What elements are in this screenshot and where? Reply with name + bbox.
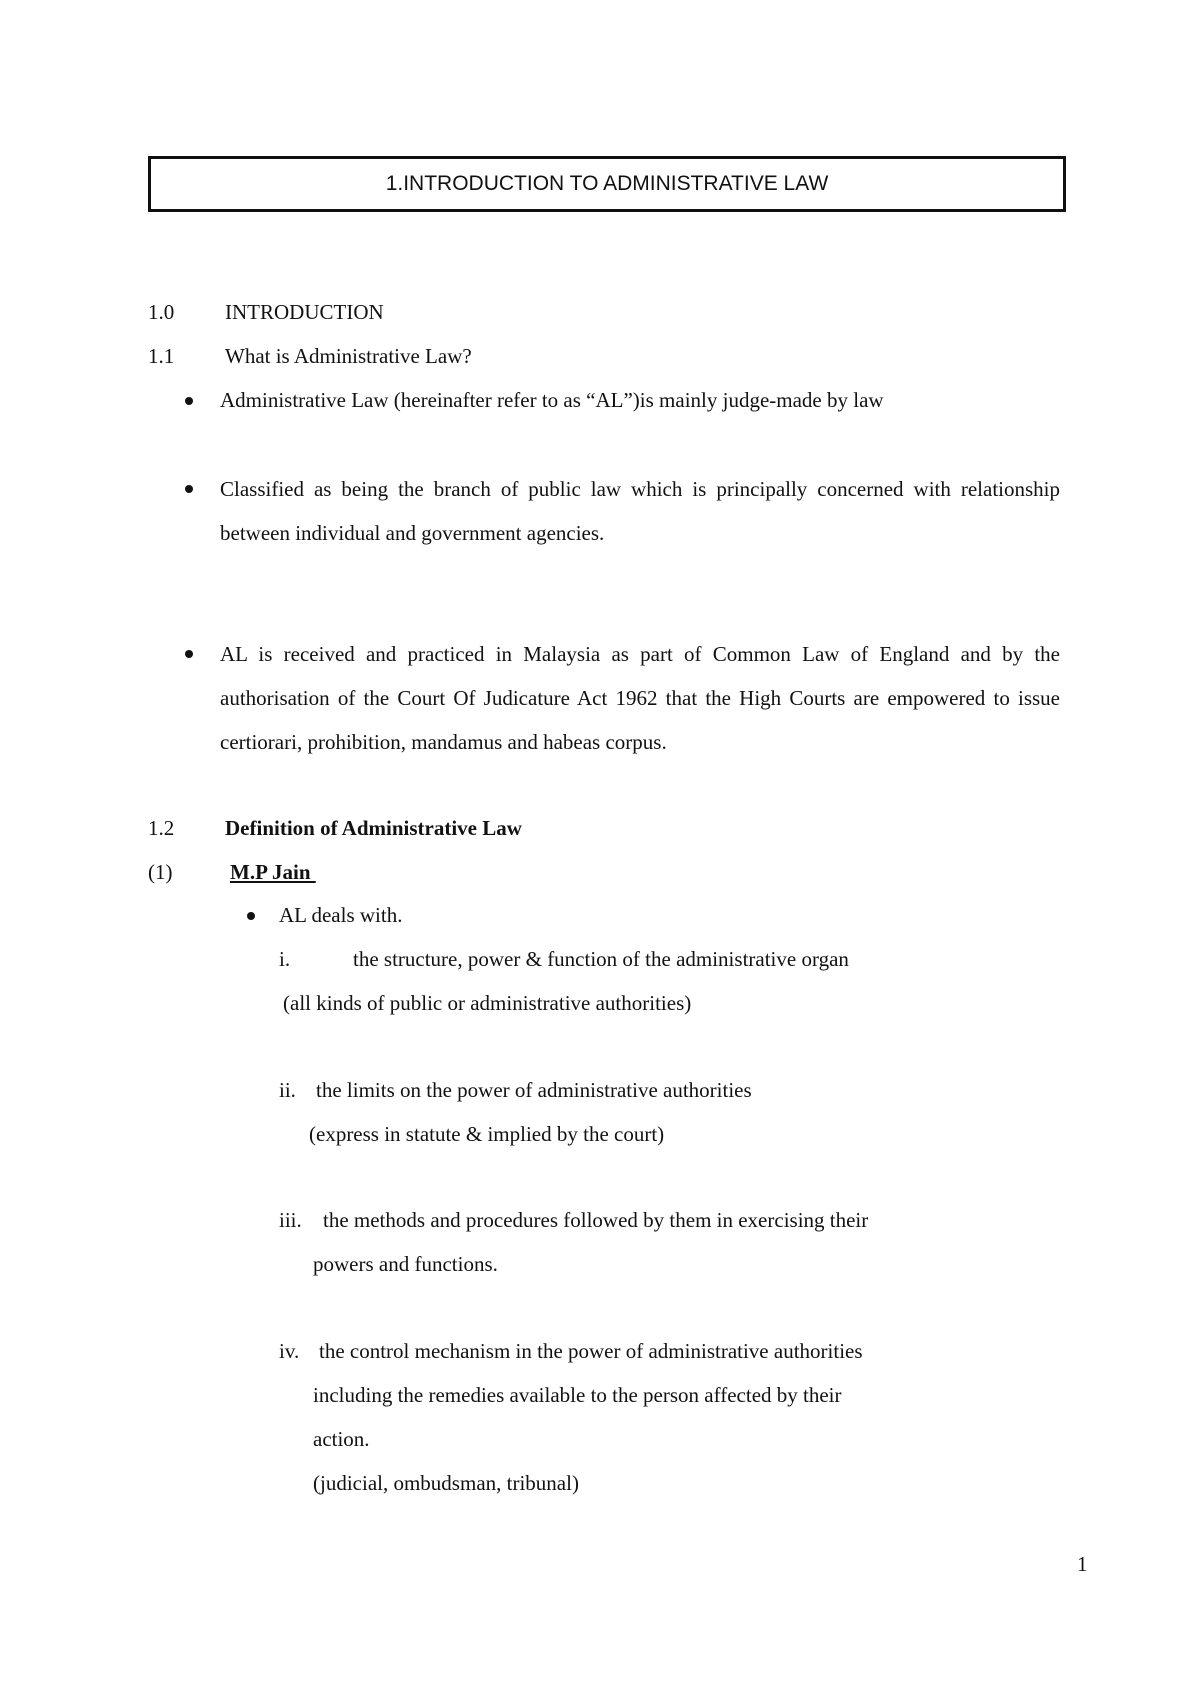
item-iii-continued: powers and functions.: [313, 1252, 498, 1276]
section-number: 1.1: [148, 344, 175, 368]
item-text: the methods and procedures followed by them in exercising their: [323, 1208, 869, 1232]
item-number: i.: [279, 947, 291, 971]
document-title-box: [148, 156, 1066, 212]
section-number: 1.0: [148, 300, 175, 324]
section-number: 1.2: [148, 816, 175, 840]
item-text: the control mechanism in the power of administrative authorities: [319, 1339, 863, 1363]
document-title: 1.INTRODUCTION TO ADMINISTRATIVE LAW: [385, 172, 829, 195]
item-text: the structure, power & function of the administrative organ: [353, 947, 849, 971]
item-i-note: (all kinds of public or administrative authorities): [283, 991, 692, 1015]
bullet-text-1: Administrative Law (hereinafter refer to as “AL”)is mainly judge-made by law: [220, 388, 884, 412]
item-ii-note: (express in statute & implied by the court): [309, 1122, 665, 1146]
bullet-icon: [185, 650, 193, 658]
item-iv-note: (judicial, ombudsman, tribunal): [313, 1471, 579, 1495]
item-number: ii.: [279, 1078, 296, 1102]
item-iv-continued-2: action.: [313, 1427, 370, 1451]
subsection-number: (1): [148, 860, 173, 884]
bullet-text-3: AL is received and practiced in Malaysia as part of Common Law of England and by the authorisation of the Court Of Judicature Act 1962 that the High Courts are empowered to issue certiorari, prohibition, mandamus and habeas corpus.: [220, 642, 1060, 754]
item-text: the limits on the power of administrative authorities: [316, 1078, 752, 1102]
author-name: M.P Jain: [230, 860, 316, 884]
item-number: iv.: [279, 1339, 300, 1363]
page-number: 1: [1077, 1552, 1088, 1576]
item-number: iii.: [279, 1208, 302, 1232]
section-heading: Definition of Administrative Law: [225, 816, 522, 840]
section-heading: What is Administrative Law?: [225, 344, 472, 368]
bullet-text-2: Classified as being the branch of public law which is principally concerned with relationship between individual and government agencies.: [220, 477, 1060, 545]
section-heading: INTRODUCTION: [225, 300, 384, 324]
item-iv-continued: including the remedies available to the person affected by their: [313, 1383, 842, 1407]
bullet-icon: [247, 912, 255, 920]
bullet-icon: [185, 485, 193, 493]
bullet-icon: [185, 397, 193, 405]
deals-with-text: AL deals with.: [279, 903, 403, 927]
